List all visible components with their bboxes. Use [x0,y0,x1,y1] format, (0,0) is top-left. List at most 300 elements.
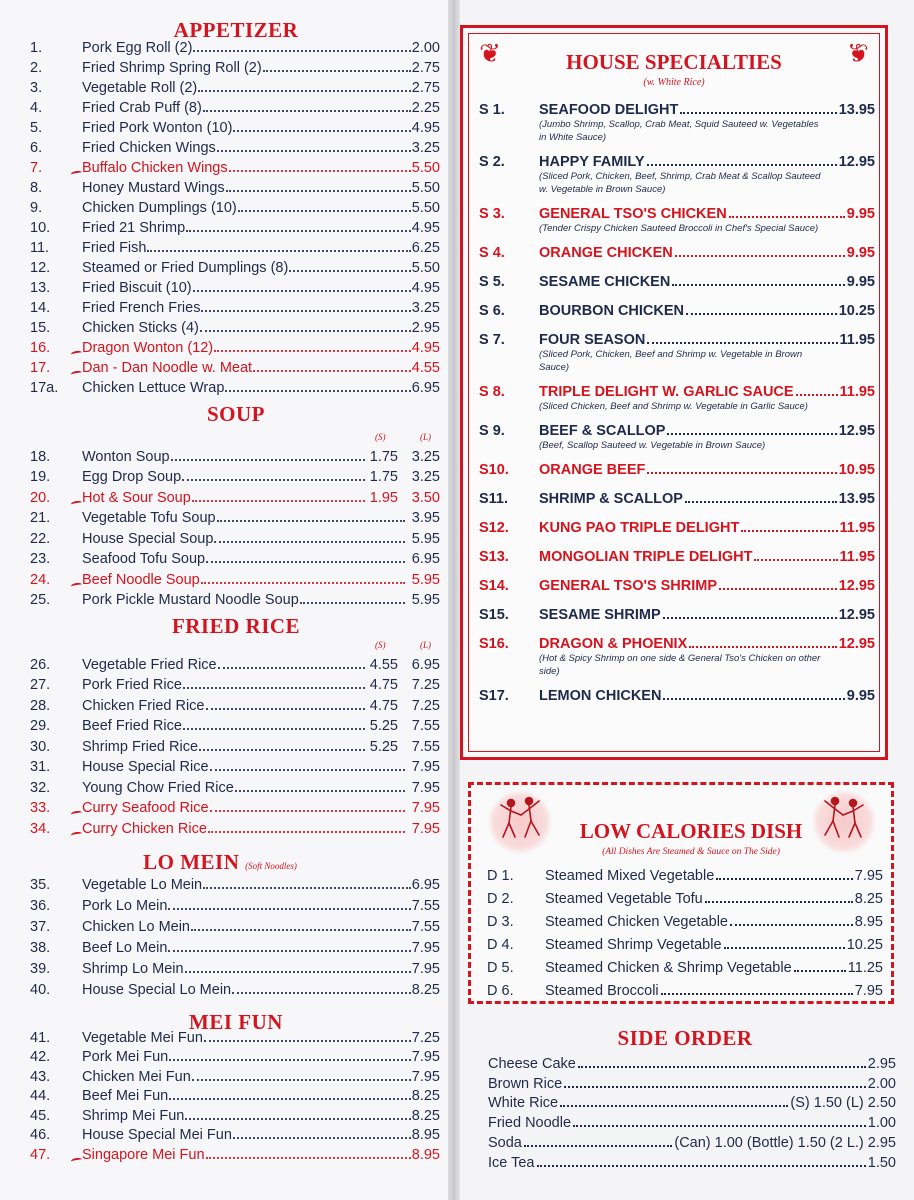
side-order-row [488,1131,896,1151]
item-number: 4. [30,100,43,116]
item-name: Fried Fish [82,240,147,256]
specialty-line [479,456,875,478]
low-cal-item-row [487,976,883,999]
specialty-name: GENERAL TSO'S CHICKEN [539,206,727,222]
specialty-name: LEMON CHICKEN [539,688,662,704]
item-price: 1.50 [867,1154,896,1171]
item-price: 2.95 [867,1134,896,1151]
menu-item-row [30,296,440,316]
specialty-name: BOURBON CHICKEN [539,303,684,319]
item-name: Dan - Dan Noodle w. Meat [82,360,253,376]
item-name: Brown Rice [488,1075,563,1092]
item-price-large: 7.55 [411,718,440,734]
specialty-code: S 8. [479,384,505,400]
menu-item-row [30,176,440,196]
dot-leader [647,164,837,166]
item-price: 2.50 [867,1095,896,1112]
menu-item-row [30,526,440,547]
item-price: 2.75 [411,60,440,76]
dot-leader [689,646,836,648]
menu-item-row [30,336,440,356]
item-number: 42. [30,1049,51,1065]
dot-leader [203,110,411,112]
item-price-small: 4.55 [369,656,398,673]
item-name: Vegetable Lo Mein [82,877,203,893]
item-price: 7.25 [411,1029,440,1046]
lo-mein-list [30,872,440,998]
item-name: Chicken Lettuce Wrap [82,380,225,396]
specialty-item [479,378,875,413]
item-code: D 6. [487,983,514,999]
dot-leader [724,947,845,949]
menu-item-row [30,116,440,136]
specialty-price: 12.95 [838,423,875,439]
low-cal-item-row [487,907,883,930]
item-number: 44. [30,1088,51,1104]
item-price-large: 6.95 [411,656,440,673]
dot-leader [182,479,365,481]
item-price-large: 7.25 [411,677,440,693]
specialty-price: 9.95 [846,274,875,290]
item-price: 2.95 [411,320,440,336]
item-name: Chicken Dumplings (10) [82,200,237,216]
menu-item-row [30,588,440,609]
item-price: 8.25 [411,1107,440,1124]
soup-section [30,432,440,608]
item-number: 30. [30,738,51,755]
menu-item-row [30,316,440,336]
dot-leader [171,459,365,461]
dot-leader [686,313,837,315]
dot-leader [235,790,405,792]
item-name: Beef Noodle Soup [82,571,200,588]
item-number: 26. [30,656,51,673]
low-calories-title: LOW CALORIES DISH [579,819,803,843]
specialty-price: 11.95 [839,384,875,400]
item-name: Hot & Sour Soup [82,489,191,506]
item-price-large: 3.25 [411,448,440,465]
item-number: 9. [30,200,43,216]
item-number: 28. [30,697,51,714]
floral-corner-icon: ❦ [479,38,501,68]
dot-leader [192,1079,411,1081]
dot-leader [705,901,853,903]
specialty-name: ORANGE CHICKEN [539,245,673,261]
dot-leader [214,350,411,352]
item-name: Chicken Mei Fun [82,1068,191,1085]
specialty-name: ORANGE BEEF [539,462,646,478]
dancing-couple-icon [487,789,553,855]
dot-leader [208,831,405,833]
dot-leader [680,112,836,114]
item-price: 8.95 [854,914,883,930]
item-price-small: 4.75 [369,677,398,693]
dot-leader [661,993,853,995]
specialty-name: TRIPLE DELIGHT W. GARLIC SAUCE [539,384,794,400]
specialty-name: SESAME CHICKEN [539,274,671,290]
specialty-description: (Sliced Pork, Chicken, Beef, Shrimp, Crab Meat & Scallop Sauteed w. Vegetable in Brown Sauce) [539,171,821,195]
menu-item-row [30,276,440,296]
item-price: 8.25 [411,982,440,998]
menu-item-row [30,935,440,956]
specialty-price: 9.95 [846,245,875,261]
dot-leader [186,230,411,232]
menu-item-row [30,1046,440,1066]
dot-leader [201,310,410,312]
menu-item-row [30,1065,440,1085]
item-price: 7.55 [411,919,440,935]
item-price: 1.00 [867,1115,896,1132]
item-number: 38. [30,940,51,956]
menu-item-row [30,506,440,527]
specialty-name: SESAME SHRIMP [539,607,661,623]
item-size-prices: (S) 1.50 (L) [790,1095,864,1112]
fried-rice-size-header [30,640,440,652]
specialty-item [479,456,875,478]
item-number: 1. [30,40,43,56]
item-number: 41. [30,1029,51,1046]
dot-leader [796,394,838,396]
dot-leader [185,971,411,973]
item-name: White Rice [488,1095,559,1112]
specialty-code: S 3. [479,206,505,222]
specialty-line [479,543,875,565]
item-price-large: 3.95 [411,510,440,526]
item-price: 7.95 [411,940,440,956]
side-order-title: SIDE ORDER [617,1026,753,1050]
dot-leader [716,878,852,880]
specialty-price: 13.95 [838,491,875,507]
dot-leader [667,433,836,435]
dot-leader [741,530,837,532]
menu-item-row [30,977,440,998]
specialty-line [479,417,875,439]
specialty-line [479,96,875,118]
item-price-small: 1.75 [369,469,398,485]
soup-title: SOUP [206,402,265,426]
dot-leader [210,810,405,812]
item-price: 5.50 [411,260,440,276]
item-price-large: 3.50 [411,489,440,506]
item-price: 6.25 [411,240,440,256]
item-price-large: 7.95 [411,800,440,816]
dot-leader [729,216,845,218]
dot-leader [573,1125,866,1127]
dot-leader [560,1105,788,1107]
dot-leader [672,284,844,286]
soup-size-header [30,432,440,444]
menu-item-row [30,755,440,776]
item-number: 10. [30,220,51,236]
item-price: 7.95 [411,961,440,977]
menu-item-row [30,136,440,156]
specialty-line [479,239,875,261]
item-number: 29. [30,718,51,734]
item-number: 43. [30,1068,51,1085]
item-price: 8.95 [411,1146,440,1163]
item-price-large: 7.95 [411,759,440,775]
size-small-label: (S) [375,432,386,442]
appetizer-list [30,36,440,396]
item-number: 39. [30,961,51,977]
item-name: Curry Chicken Rice [82,820,207,837]
menu-item-row [30,356,440,376]
item-number: 12. [30,260,51,276]
item-price: 7.95 [411,1068,440,1085]
specialty-name: MONGOLIAN TRIPLE DELIGHT [539,549,753,565]
item-name: Buffalo Chicken Wings [82,160,228,176]
dot-leader [147,250,410,252]
item-name: Steamed Chicken & Shrimp Vegetable [545,960,792,976]
dot-leader [663,617,837,619]
item-name: Curry Seafood Rice [82,800,209,816]
dot-leader [537,1165,866,1167]
item-name: Beef Fried Rice [82,718,182,734]
item-number: 45. [30,1107,51,1124]
specialty-description: (Sliced Pork, Chicken, Beef and Shrimp w. Vegetable in Brown Sauce) [539,349,803,373]
menu-item-row [30,256,440,276]
item-number: 20. [30,489,51,506]
dot-leader [232,992,411,994]
item-name: House Special Lo Mein [82,982,232,998]
menu-item-row [30,893,440,914]
item-name: Steamed Vegetable Tofu [545,891,703,907]
dot-leader [578,1066,866,1068]
menu-item-row [30,775,440,796]
item-number: 8. [30,180,43,196]
dot-leader [168,908,410,910]
specialty-price: 11.95 [839,520,875,536]
item-name: Shrimp Fried Rice [82,738,199,755]
specialty-line [479,601,875,623]
dot-leader [200,330,411,332]
item-price-large: 7.25 [411,697,440,714]
specialty-line [479,572,875,594]
specialty-item [479,682,875,704]
fried-rice-section [30,640,440,837]
house-specialties-list [479,96,875,711]
specialty-name: FOUR SEASON [539,332,646,348]
item-name: Dragon Wonton (12) [82,340,214,356]
item-price: 3.25 [411,300,440,316]
specialty-description: (Tender Crispy Chicken Sauteed Broccoli in Chef's Special Sauce) [539,223,819,234]
dot-leader [647,342,837,344]
dot-leader [168,950,410,952]
dot-leader [300,602,405,604]
menu-item-row [30,485,440,506]
side-order-row [488,1052,896,1072]
menu-item-row [30,693,440,714]
item-number: 21. [30,510,51,526]
dot-leader [730,924,853,926]
menu-item-row [30,567,440,588]
specialty-price: 9.95 [846,206,875,222]
item-number: 13. [30,280,51,296]
item-number: 19. [30,469,51,485]
specialty-line [479,378,875,400]
dot-leader [685,501,837,503]
item-price: 5.50 [411,200,440,216]
item-price: 4.55 [411,360,440,376]
menu-item-row [30,816,440,837]
specialty-description: (Jumbo Shrimp, Scallop, Crab Meat, Squid Sauteed w. Vegetables in White Sauce) [539,119,819,143]
item-name: Egg Drop Soup [82,469,182,485]
item-name: Seafood Tofu Soup [82,551,206,567]
dot-leader [647,472,836,474]
dot-leader [226,190,411,192]
item-number: 46. [30,1127,51,1143]
item-name: Fried Chicken Wings [82,140,216,156]
menu-item-row [30,956,440,977]
specialty-item [479,297,875,319]
item-name: Steamed Chicken Vegetable [545,914,728,930]
item-number: 25. [30,592,51,608]
menu-item-row [30,1124,440,1144]
dot-leader [229,170,411,172]
specialty-name: SEAFOOD DELIGHT [539,102,679,118]
item-name: Steamed Mixed Vegetable [545,868,715,884]
item-name: Vegetable Tofu Soup [82,510,216,526]
menu-item-row [30,547,440,568]
item-size-prices: (Can) 1.00 (Bottle) 1.50 (2 L.) [674,1134,864,1151]
specialty-item [479,485,875,507]
item-price-large: 6.95 [411,551,440,567]
specialty-code: S 5. [479,274,505,290]
specialty-code: S14. [479,578,509,594]
item-price: 10.25 [846,937,883,953]
specialty-name: KUNG PAO TRIPLE DELIGHT [539,520,740,536]
dot-leader [289,270,410,272]
item-number: 5. [30,120,43,136]
item-price: 2.75 [411,80,440,96]
item-number: 35. [30,877,51,893]
item-price-large: 5.95 [411,592,440,608]
specialty-name: HAPPY FAMILY [539,154,645,170]
item-code: D 2. [487,891,514,907]
menu-item-row [30,236,440,256]
item-name: Fried Shrimp Spring Roll (2) [82,60,262,76]
item-number: 27. [30,677,51,693]
item-price: 11.25 [847,960,883,976]
menu-item-row [30,652,440,673]
dot-leader [191,929,411,931]
size-large-label: (L) [420,640,431,650]
low-cal-item-row [487,953,883,976]
dot-leader [663,698,844,700]
specialty-code: S16. [479,636,509,652]
menu-item-row [30,714,440,735]
specialty-price: 10.25 [838,303,875,319]
item-name: Fried Biscuit (10) [82,280,192,296]
dot-leader [214,541,405,543]
item-price: 8.25 [854,891,883,907]
item-number: 33. [30,800,51,816]
side-order-list [488,1052,896,1171]
fried-rice-list [30,652,440,837]
dot-leader [192,500,365,502]
side-order-row [488,1151,896,1171]
item-price-small: 5.25 [369,718,398,734]
menu-item-row [30,216,440,236]
menu-item-row [30,734,440,755]
dot-leader [185,1118,410,1120]
item-name: Steamed or Fried Dumplings (8) [82,260,289,276]
dot-leader [183,687,365,689]
item-name: Shrimp Mei Fun [82,1107,185,1124]
dot-leader [524,1145,672,1147]
item-price: 4.95 [411,340,440,356]
dot-leader [794,970,846,972]
specialty-price: 12.95 [838,154,875,170]
lo-mein-title-text: LO MEIN [143,850,240,874]
specialty-item [479,148,875,196]
item-code: D 5. [487,960,514,976]
specialty-item [479,200,875,235]
dot-leader [201,582,405,584]
item-number: 3. [30,80,43,96]
menu-item-row [30,96,440,116]
item-name: Fried Pork Wonton (10) [82,120,233,136]
item-name: Pork Lo Mein [82,898,168,914]
item-name: Shrimp Lo Mein [82,961,184,977]
item-price-large: 5.95 [411,571,440,588]
specialty-line [479,268,875,290]
soup-list [30,444,440,608]
dot-leader [210,769,405,771]
item-name: House Special Mei Fun [82,1127,232,1143]
item-number: 14. [30,300,51,316]
dot-leader [675,255,845,257]
appetizer-title: APPETIZER [173,18,299,42]
menu-item-row [30,1104,440,1124]
item-price-small: 1.95 [369,489,398,506]
item-number: 16. [30,340,51,356]
specialty-line [479,514,875,536]
specialty-item [479,417,875,452]
menu-item-row [30,56,440,76]
item-name: Cheese Cake [488,1055,576,1072]
specialty-price: 13.95 [838,102,875,118]
specialty-code: S 2. [479,154,505,170]
item-price: 7.95 [854,868,883,884]
specialty-line [479,326,875,348]
dot-leader [169,1059,411,1061]
item-number: 40. [30,982,51,998]
item-number: 7. [30,160,43,176]
item-name: Pork Mei Fun [82,1049,169,1065]
item-number: 11. [30,240,50,256]
specialty-price: 12.95 [838,636,875,652]
item-name: Vegetable Fried Rice [82,656,217,673]
specialty-code: S12. [479,520,509,536]
item-price: 5.50 [411,160,440,176]
dot-leader [198,90,411,92]
item-name: House Special Soup [82,530,214,547]
menu-item-row [30,465,440,486]
item-name: Fried Crab Puff (8) [82,100,202,116]
item-number: 34. [30,820,51,837]
item-name: Fried Noodle [488,1115,572,1132]
item-price: 7.55 [411,898,440,914]
specialty-item [479,239,875,261]
item-price: 5.50 [411,180,440,196]
item-code: D 4. [487,937,514,953]
item-name: Wonton Soup [82,448,170,465]
item-price: 7.95 [854,983,883,999]
dot-leader [233,1137,411,1139]
item-price-small: 5.25 [369,738,398,755]
dot-leader [263,70,411,72]
